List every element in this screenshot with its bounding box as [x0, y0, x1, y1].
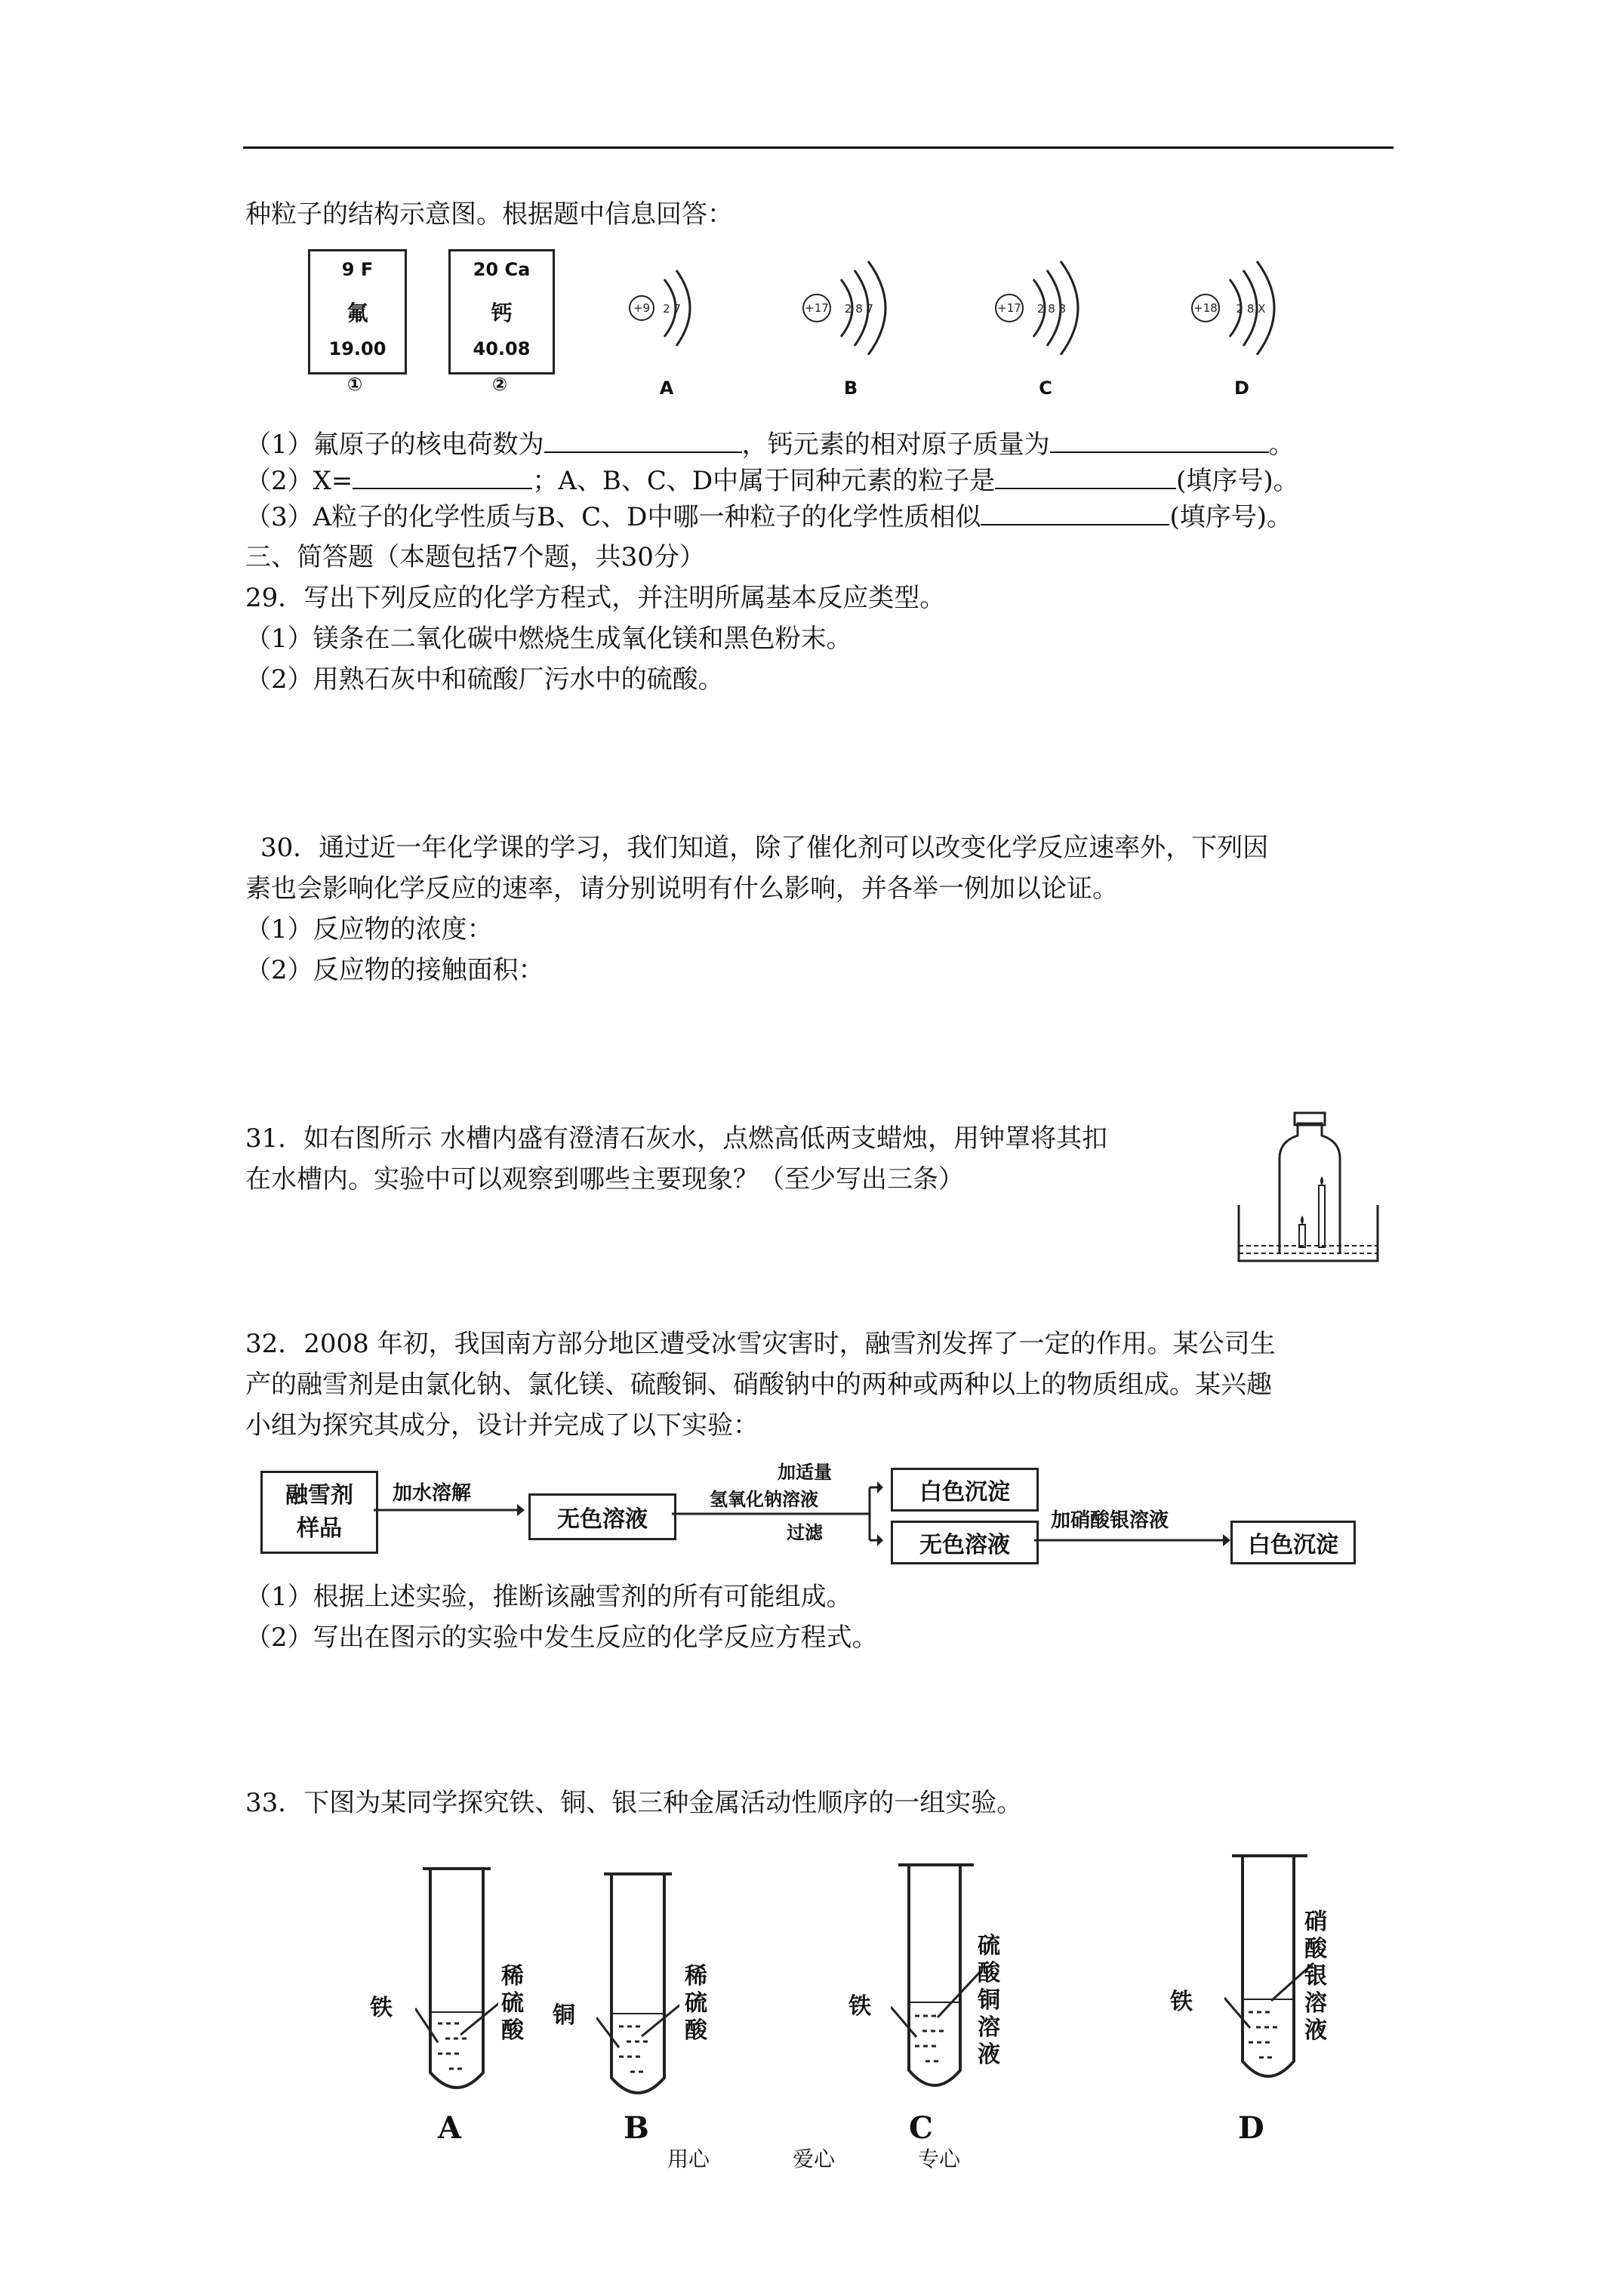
tube-metal-label: 铜	[553, 2002, 575, 2029]
svg-text:2 8 7: 2 8 7	[844, 302, 874, 316]
answer-blank[interactable]	[995, 465, 1176, 489]
test-tube-d	[1224, 1850, 1315, 2099]
q30-sub1: （1）反应物的浓度：	[245, 914, 493, 945]
q30-line1: 30．通过近一年化学课的学习，我们知道，除了催化剂可以改变化学反应速率外，下列因	[260, 833, 1269, 863]
svg-text:2 8 X: 2 8 X	[1236, 302, 1266, 316]
flow-step3: 加硝酸银溶液	[1051, 1509, 1169, 1532]
tube-solution-label: 硝酸银溶液	[1304, 1909, 1327, 2044]
element-tag: ①	[346, 374, 363, 395]
intro-text: 种粒子的结构示意图。根据题中信息回答：	[245, 199, 733, 230]
flow-sample-box: 融雪剂 样品	[260, 1471, 378, 1554]
flow-precip2-box: 白色沉淀	[1230, 1521, 1356, 1564]
particle-label: B	[843, 378, 858, 399]
tube-metal-label: 铁	[370, 1995, 393, 2021]
q32-line3: 小组为探究其成分，设计并完成了以下实验：	[245, 1410, 759, 1441]
element-mass: 19.00	[328, 338, 387, 359]
particle-label: C	[1039, 378, 1052, 399]
atom-diagram-a	[619, 257, 725, 355]
flow-step2-line2: 氢氧化钠溶液	[710, 1489, 818, 1510]
q32-line2: 产的融雪剂是由氯化钠、氯化镁、硫酸铜、硝酸钠中的两种或两种以上的物质组成。某兴趣	[245, 1370, 1272, 1400]
q29-sub2: （2）用熟石灰中和硫酸厂污水中的硫酸。	[245, 664, 724, 695]
atom-diagram-d	[1181, 257, 1302, 355]
q28-line3: （3）A粒子的化学性质与B、C、D中哪一种粒子的化学性质相似 (填序号)。	[245, 502, 1292, 532]
particle-label: A	[659, 378, 674, 399]
atom-diagram-b	[793, 257, 913, 355]
tube-metal-label: 铁	[848, 1993, 871, 2020]
q32-line1: 32．2008 年初，我国南方部分地区遭受冰雪灾害时，融雪剂发挥了一定的作用。某公司生	[245, 1329, 1276, 1359]
tube-letter: B	[624, 2110, 649, 2146]
element-name: 钙	[491, 300, 513, 325]
tube-letter: A	[438, 2110, 462, 2146]
tube-metal-label: 铁	[1170, 1989, 1193, 2015]
q29-title: 29．写出下列反应的化学方程式，并注明所属基本反应类型。	[245, 583, 946, 613]
footer-text-1: 用心	[667, 2147, 710, 2171]
atom-diagram-c	[985, 257, 1106, 355]
q28-line2: （2）X= ；A、B、C、D中属于同种元素的粒子是 (填序号)。	[245, 466, 1299, 496]
flow-step2-line3: 过滤	[787, 1522, 823, 1543]
svg-text:+17: +17	[805, 301, 829, 315]
tube-solution-label: 硫酸铜溶液	[978, 1933, 1000, 2068]
answer-blank[interactable]	[981, 501, 1169, 525]
header-rule	[243, 146, 1394, 149]
answer-blank[interactable]	[544, 429, 742, 453]
test-tube-b	[596, 1866, 679, 2116]
answer-blank[interactable]	[1050, 429, 1269, 453]
svg-text:2 8 8: 2 8 8	[1036, 302, 1067, 316]
svg-text:+18: +18	[1193, 301, 1218, 315]
test-tube-a	[415, 1861, 498, 2110]
answer-blank[interactable]	[353, 465, 532, 489]
flow-precip1-box: 白色沉淀	[891, 1468, 1039, 1512]
element-mass: 40.08	[473, 338, 531, 359]
tube-solution-label: 稀硫酸	[685, 1963, 707, 2044]
q30-sub2: （2）反应物的接触面积：	[245, 955, 544, 985]
q30-line2: 素也会影响化学反应的速率，请分别说明有什么影响，并各举一例加以论证。	[245, 874, 1118, 904]
svg-text:2 7: 2 7	[663, 302, 681, 316]
element-card-calcium	[448, 249, 555, 374]
svg-text:+17: +17	[997, 301, 1021, 315]
q32-sub2: （2）写出在图示的实验中发生反应的化学反应方程式。	[245, 1623, 878, 1653]
tube-solution-label: 稀硫酸	[501, 1963, 524, 2044]
element-head: 9 F	[341, 259, 374, 280]
element-name: 氟	[346, 300, 368, 325]
flow-solution2-box: 无色溶液	[891, 1521, 1039, 1564]
flow-solution1-box: 无色溶液	[528, 1493, 676, 1540]
q31-line2: 在水槽内。实验中可以观察到哪些主要现象？（至少写出三条）	[245, 1164, 964, 1194]
q31-line1: 31．如右图所示 水槽内盛有澄清石灰水，点燃高低两支蜡烛，用钟罩将其扣	[245, 1123, 1108, 1154]
flow-step2-line1: 加适量	[778, 1462, 832, 1483]
flow-step1: 加水溶解	[393, 1482, 472, 1505]
element-tag: ②	[491, 374, 508, 395]
svg-text:+9: +9	[633, 301, 651, 315]
section-heading: 三、简答题（本题包括7个题，共30分）	[245, 542, 705, 572]
test-tube-c	[891, 1859, 981, 2108]
particle-label: D	[1234, 378, 1249, 399]
q28-line1: （1）氟原子的核电荷数为 ，钙元素的相对原子质量为 。	[245, 430, 1295, 460]
q33-title: 33．下图为某同学探究铁、铜、银三种金属活动性顺序的一组实验。	[245, 1788, 1023, 1818]
element-card-fluorine	[308, 249, 407, 374]
footer-text-3: 专心	[918, 2147, 961, 2171]
q29-sub1: （1）镁条在二氧化碳中燃烧生成氧化镁和黑色粉末。	[245, 624, 852, 654]
tube-letter: C	[909, 2110, 933, 2146]
footer-text-2: 爱心	[793, 2147, 836, 2171]
tube-letter: D	[1238, 2110, 1264, 2146]
q32-sub1: （1）根据上述实验，推断该融雪剂的所有可能组成。	[245, 1582, 852, 1612]
bell-jar-apparatus	[1234, 1102, 1385, 1268]
element-head: 20 Ca	[473, 259, 531, 280]
